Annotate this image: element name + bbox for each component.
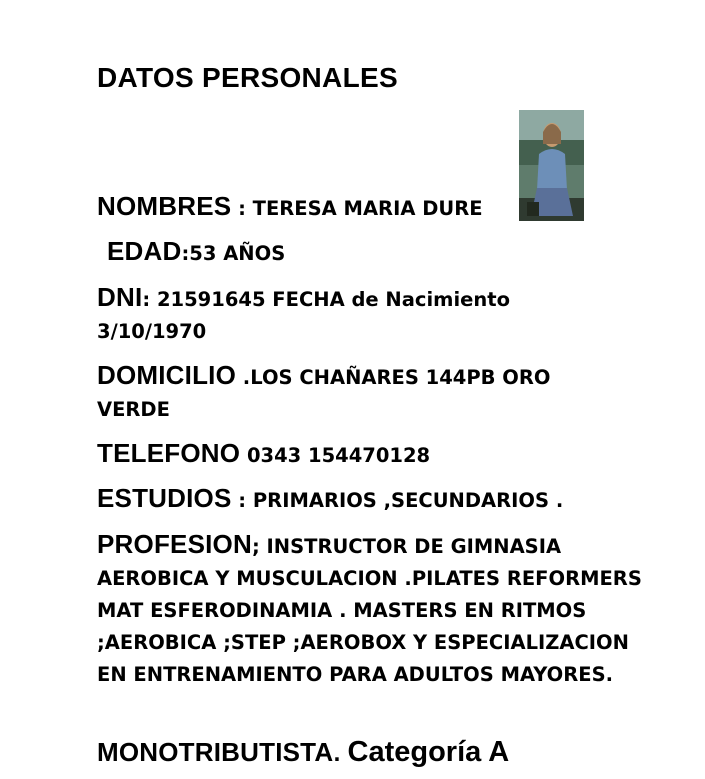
value-telefono: 0343 154470128 xyxy=(240,444,431,467)
label-edad: EDAD xyxy=(107,236,182,266)
value-estudios: : PRIMARIOS ,SECUNDARIOS . xyxy=(231,489,564,512)
label-profesion: PROFESION xyxy=(97,529,252,559)
value-nombres: : TERESA MARIA DURE xyxy=(231,197,483,220)
label-estudios: ESTUDIOS xyxy=(97,483,232,513)
field-monotributista xyxy=(97,736,657,771)
page-title: DATOS PERSONALES xyxy=(97,62,398,93)
field-dni xyxy=(97,281,537,348)
field-nombres xyxy=(97,190,637,225)
label-nombres: NOMBRES xyxy=(97,191,232,221)
field-estudios xyxy=(97,482,637,517)
field-telefono xyxy=(97,437,637,472)
field-domicilio xyxy=(97,359,597,426)
label-telefono: TELEFONO xyxy=(97,438,241,468)
value-monotributista: . xyxy=(333,743,348,766)
field-profesion xyxy=(97,528,642,691)
label-domicilio: DOMICILIO xyxy=(97,360,237,390)
monotributo-category: Categoría A xyxy=(347,736,510,768)
field-edad xyxy=(107,235,647,270)
label-dni: DNI xyxy=(97,282,143,312)
value-dni: : 21591645 FECHA de Nacimiento 3/10/1970 xyxy=(97,288,510,343)
value-domicilio: .LOS CHAÑARES 144PB ORO VERDE xyxy=(97,366,551,421)
value-edad: :53 AÑOS xyxy=(181,242,286,265)
label-monotributista: MONOTRIBUTISTA xyxy=(97,737,334,767)
value-profesion: ; INSTRUCTOR DE GIMNASIA AEROBICA Y MUSCULACION .PILATES REFORMERS MAT ESFERODINAMIA . MASTERS EN RITMOS ;AEROBICA ;STEP ;AEROBOX Y ESPECIALIZACION EN ENTRENAMIENTO PARA ADULTOS MAYORES. xyxy=(97,535,642,686)
